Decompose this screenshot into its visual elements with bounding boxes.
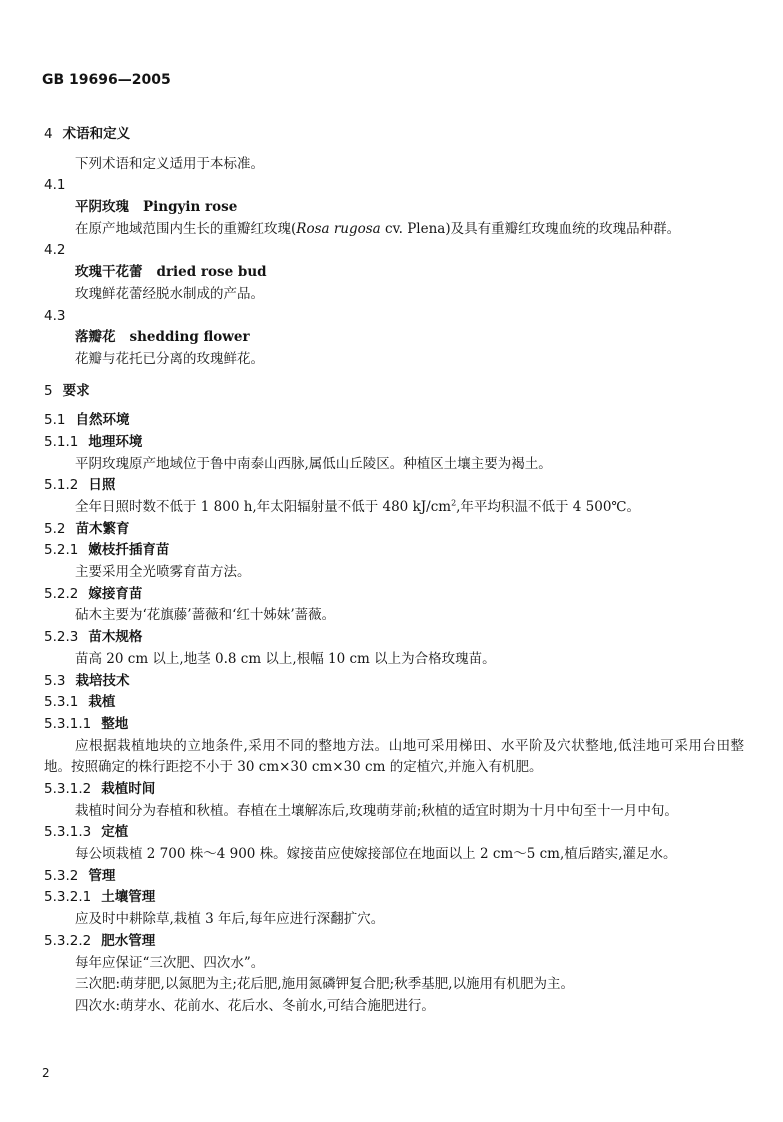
paragraph: 每年应保证“三次肥、四次水”。 [75, 954, 265, 971]
clause-title: 土壤管理 [101, 889, 156, 906]
superscript: 2 [451, 498, 457, 508]
term-definition: 花瓣与花托已分离的玫瑰鲜花。 [75, 350, 264, 367]
clause-number: 5.3.1.3 [44, 824, 92, 841]
paragraph: 应及时中耕除草,栽植 3 年后,每年应进行深翻扩穴。 [75, 911, 385, 928]
term-definition [44, 219, 744, 241]
clause-heading [44, 931, 744, 953]
term-en: Pingyin rose [143, 199, 238, 216]
clause-number: 5.1 [44, 412, 66, 429]
clause-title: 苗木规格 [88, 629, 143, 646]
clause-number: 5.3.1.1 [44, 715, 92, 732]
clause-number: 5.3.2.2 [44, 932, 92, 949]
paragraph: 应根据栽植地块的立地条件,采用不同的整地方法。山地可采用梯田、水平阶及穴状整地,低洼地可采用台田整地。按照确定的株行距挖不小于 30 cm×30 cm×30 cm 的定植穴,并施入有机肥。 [44, 737, 744, 776]
paragraph: 下列术语和定义适用于本标准。 [75, 155, 264, 172]
standard-code: GB 19696—2005 [42, 72, 171, 88]
paragraph: 苗高 20 cm 以上,地茎 0.8 cm 以上,根幅 10 cm 以上为合格玫瑰苗。 [75, 650, 496, 667]
term-en: shedding flower [129, 329, 250, 346]
paragraph: 栽植时间分为春植和秋植。春植在土壤解冻后,玫瑰萌芽前;秋植的适宜时期为十月中旬至十一月中旬。 [75, 802, 678, 819]
document-body [44, 124, 744, 1018]
clause-heading [44, 475, 744, 497]
clause-number: 5.2 [44, 520, 66, 537]
clause-number: 5.3.2.1 [44, 889, 92, 906]
term-definition: 玫瑰鲜花蕾经脱水制成的产品。 [75, 285, 264, 302]
term-heading [44, 327, 744, 349]
paragraph-text: 全年日照时数不低于 1 800 h,年太阳辐射量不低于 480 kJ/cm [75, 499, 452, 516]
clause-title: 地理环境 [88, 433, 143, 450]
clause-number: 5.3 [44, 672, 66, 689]
clause-title: 管理 [88, 867, 116, 884]
term-cn: 玫瑰干花蕾 [75, 264, 143, 281]
clause-title: 日照 [88, 477, 116, 494]
paragraph: 三次肥:萌芽肥,以氮肥为主;花后肥,施用氮磷钾复合肥;秋季基肥,以施用有机肥为主。 [75, 976, 575, 993]
clause-heading [44, 779, 744, 801]
clause-title: 肥水管理 [101, 932, 156, 949]
section-title: 要求 [62, 382, 90, 399]
clause-title: 定植 [101, 824, 129, 841]
clause-number: 5.1.1 [44, 433, 79, 450]
clause-number: 5.1.2 [44, 477, 79, 494]
term-cn: 平阴玫瑰 [75, 199, 129, 216]
clause-heading [44, 540, 744, 562]
section-4-heading [44, 124, 744, 146]
clause-heading [44, 410, 744, 432]
clause-number: 5.2.2 [44, 585, 79, 602]
clause-number: 5.3.1 [44, 694, 79, 711]
clause-title: 栽植 [88, 694, 116, 711]
paragraph: 砧木主要为‘花旗藤’蔷薇和‘红十姊妹’蔷薇。 [75, 607, 336, 624]
term-number: 4.1 [44, 177, 66, 194]
section-number: 4 [44, 126, 53, 142]
clause-title: 自然环境 [75, 412, 130, 429]
paragraph: 主要采用全光喷雾育苗方法。 [75, 564, 251, 581]
paragraph: 每公顷栽植 2 700 株～4 900 株。嫁接苗应使嫁接部位在地面以上 2 cm～5 cm,植后踏实,灌足水。 [75, 846, 677, 863]
clause-heading [44, 887, 744, 909]
clause-heading [44, 866, 744, 888]
term-heading [44, 262, 744, 284]
clause-number: 5.2.1 [44, 542, 79, 559]
clause-heading [44, 627, 744, 649]
clause-title: 嫩枝扦插育苗 [88, 542, 170, 559]
term-number: 4.2 [44, 242, 66, 259]
paragraph: 平阴玫瑰原产地域位于鲁中南泰山西脉,属低山丘陵区。种植区土壤主要为褐土。 [75, 455, 552, 472]
paragraph [44, 497, 744, 519]
clause-title: 苗木繁育 [75, 520, 130, 537]
clause-number: 5.3.1.2 [44, 780, 92, 797]
definition-text: cv. Plena)及具有重瓣红玫瑰血统的玫瑰品种群。 [380, 220, 681, 237]
term-heading [44, 197, 744, 219]
clause-title: 嫁接育苗 [88, 585, 143, 602]
clause-heading [44, 692, 744, 714]
term-cn: 落瓣花 [75, 329, 116, 346]
paragraph: 四次水:萌芽水、花前水、花后水、冬前水,可结合施肥进行。 [75, 997, 435, 1014]
section-title: 术语和定义 [62, 126, 131, 142]
clause-heading [44, 432, 744, 454]
clause-number: 5.3.2 [44, 867, 79, 884]
section-5-heading [44, 381, 744, 403]
clause-title: 栽植时间 [101, 780, 156, 797]
term-number: 4.3 [44, 307, 66, 324]
section-number: 5 [44, 382, 53, 399]
clause-title: 整地 [101, 715, 129, 732]
definition-text: 在原产地域范围内生长的重瓣红玫瑰( [75, 220, 297, 237]
clause-heading [44, 519, 744, 541]
page-number: 2 [42, 1066, 50, 1080]
clause-heading [44, 714, 744, 736]
clause-title: 栽培技术 [75, 672, 130, 689]
paragraph-text: ,年平均积温不低于 4 500℃。 [456, 499, 641, 516]
clause-heading [44, 822, 744, 844]
clause-heading [44, 584, 744, 606]
clause-heading [44, 671, 744, 693]
term-en: dried rose bud [156, 264, 267, 281]
clause-number: 5.2.3 [44, 629, 79, 646]
latin-name: Rosa rugosa [296, 220, 381, 237]
